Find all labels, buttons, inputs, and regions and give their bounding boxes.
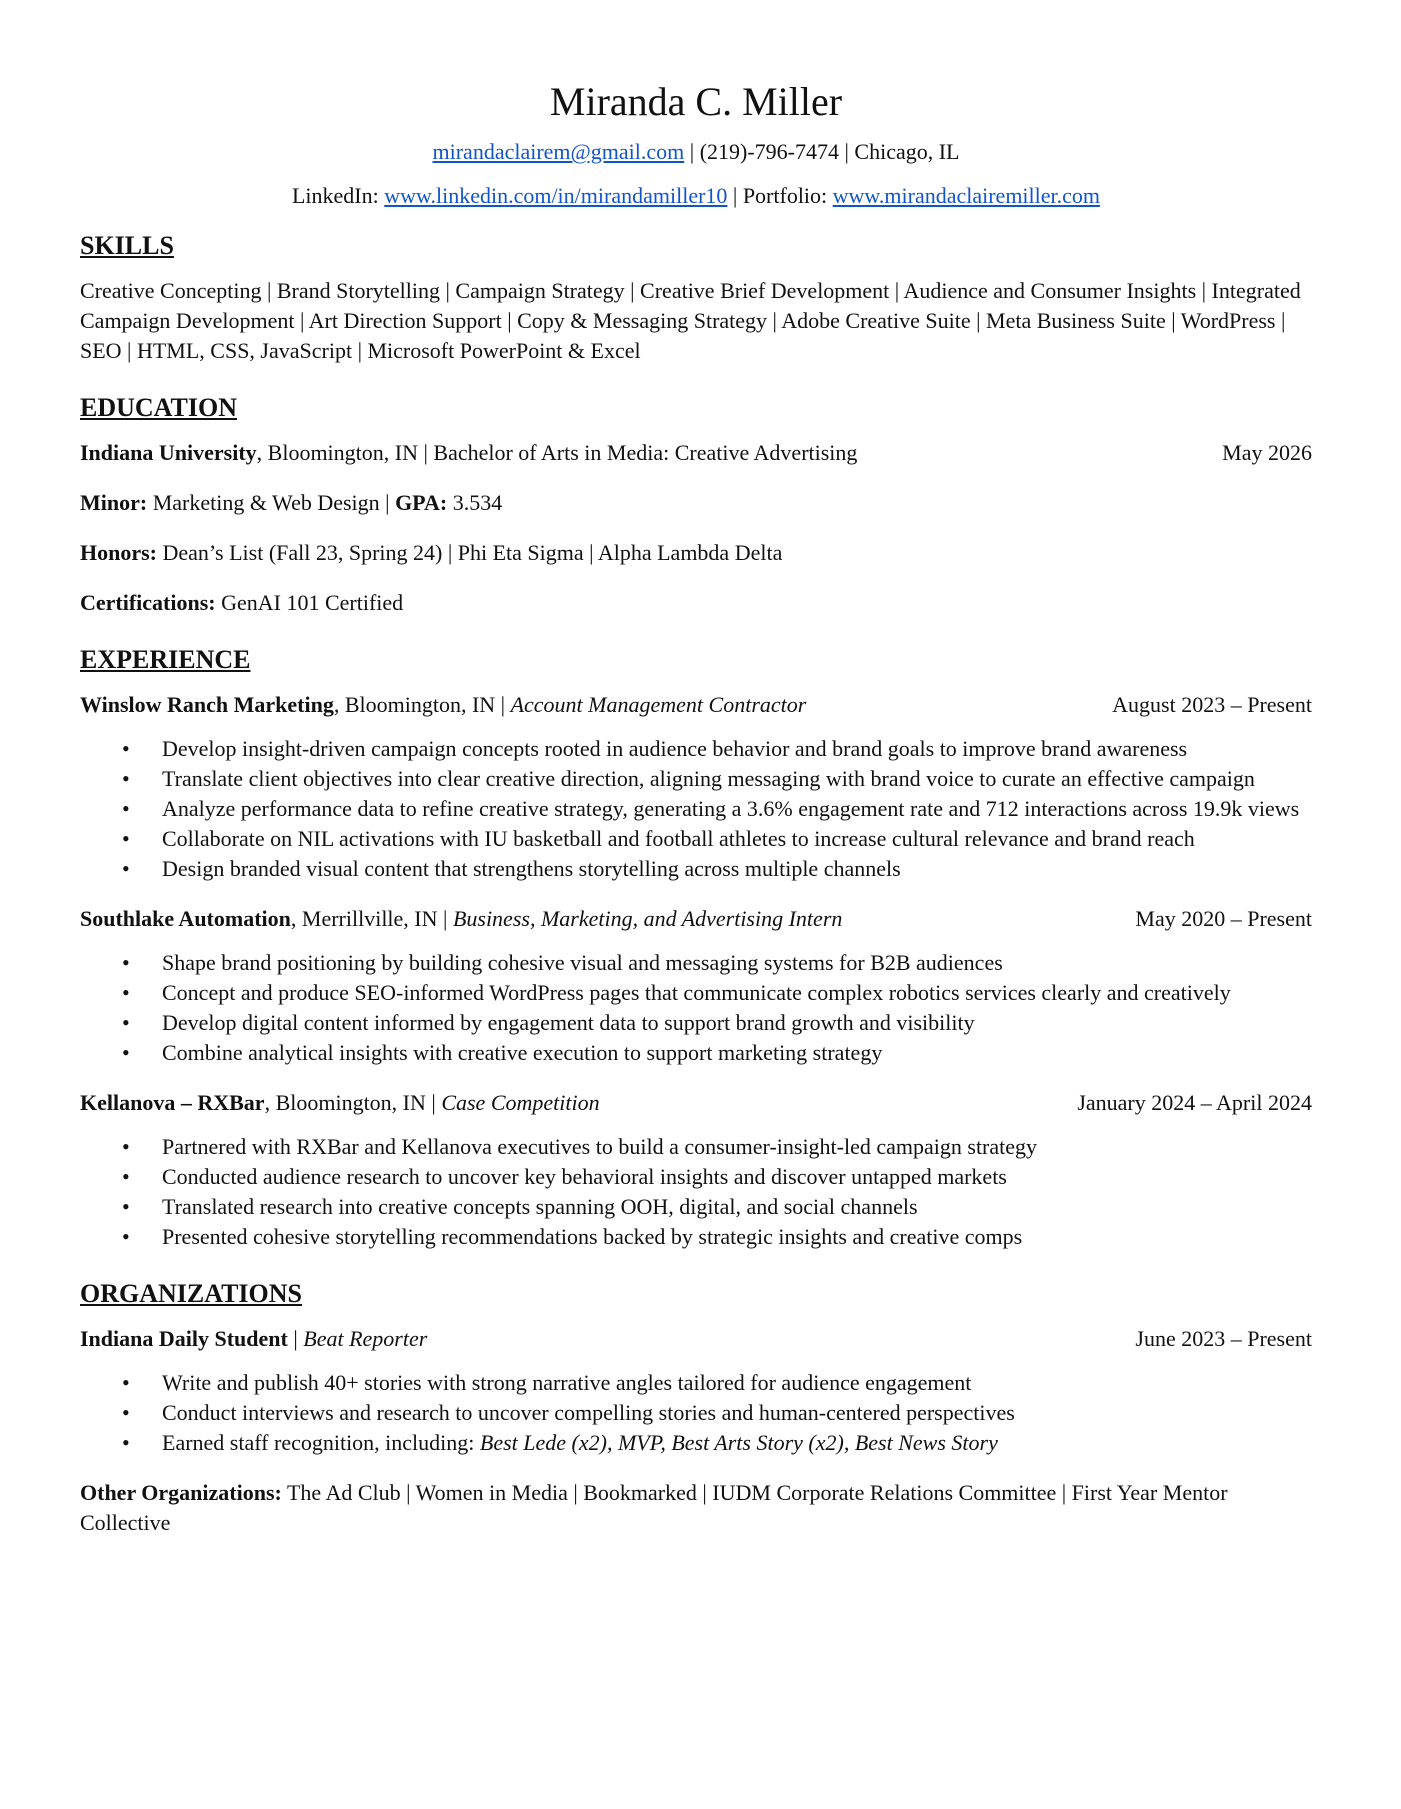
- gpa-value: 3.534: [452, 490, 503, 515]
- job-header: [80, 904, 1312, 934]
- job-location: , Bloomington, IN |: [264, 1090, 442, 1115]
- list-item: • Collaborate on NIL activations with IU basketball and football athletes to increase cultural relevance and brand reach: [80, 824, 1312, 854]
- certifications-value: GenAI 101 Certified: [221, 590, 404, 615]
- bullet-icon: •: [122, 796, 130, 821]
- education-heading: EDUCATION: [80, 393, 237, 422]
- job-role: Account Management Contractor: [510, 692, 807, 717]
- bullet-icon: •: [122, 950, 130, 975]
- job-header: [80, 1088, 1312, 1118]
- bullet-icon: •: [122, 1164, 130, 1189]
- bullet-icon: •: [122, 1040, 130, 1065]
- bullet-icon: •: [122, 1134, 130, 1159]
- separator: |: [689, 139, 695, 164]
- list-item: • Shape brand positioning by building cohesive visual and messaging systems for B2B audiences: [80, 948, 1312, 978]
- bullet-icon: •: [122, 1224, 130, 1249]
- minor-label: Minor:: [80, 490, 148, 515]
- organizations-heading: ORGANIZATIONS: [80, 1279, 303, 1308]
- phone-number: (219)-796-7474: [699, 139, 839, 164]
- organization-bullets: [80, 1368, 1312, 1458]
- list-item: • Translated research into creative concepts spanning OOH, digital, and social channels: [80, 1192, 1312, 1222]
- contact-line-2: [80, 182, 1312, 210]
- education-date: May 2026: [1222, 440, 1312, 465]
- job-bullets: [80, 734, 1312, 884]
- honors-line: [80, 538, 1312, 568]
- job-org: Southlake Automation: [80, 906, 291, 931]
- education-row: [80, 438, 1312, 468]
- location: Chicago, IL: [854, 139, 960, 164]
- honors-value: Dean’s List (Fall 23, Spring 24) | Phi Eta Sigma | Alpha Lambda Delta: [162, 540, 783, 565]
- organization-name: Indiana Daily Student: [80, 1326, 288, 1351]
- list-item: • Conducted audience research to uncover key behavioral insights and discover untapped markets: [80, 1162, 1312, 1192]
- job-header: [80, 690, 1312, 720]
- bullet-icon: •: [122, 1400, 130, 1425]
- job-role: Business, Marketing, and Advertising Intern: [452, 906, 843, 931]
- job-bullets: [80, 1132, 1312, 1252]
- recognition-items: Best Lede (x2), MVP, Best Arts Story (x2), Best News Story: [479, 1430, 998, 1455]
- list-item: • Design branded visual content that strengthens storytelling across multiple channels: [80, 854, 1312, 884]
- candidate-name: Miranda C. Miller: [549, 79, 843, 124]
- job-bullets: [80, 948, 1312, 1068]
- skills-text: Creative Concepting | Brand Storytelling | Campaign Strategy | Creative Brief Development | Audience and Consumer Insights | Integrated Campaign Development | Art Direction Support | Copy & Messaging Strategy | Adobe Creative Suite | Meta Business Suite | WordPress | SEO | HTML, CSS, JavaScript | Microsoft PowerPoint & Excel: [80, 278, 1301, 363]
- contact-line-1: [80, 138, 1312, 166]
- bullet-icon: •: [122, 766, 130, 791]
- certifications-line: [80, 588, 1312, 618]
- separator: |: [844, 139, 849, 164]
- bullet-icon: •: [122, 826, 130, 851]
- job-location: , Merrillville, IN |: [290, 906, 453, 931]
- list-item: • Conduct interviews and research to uncover compelling stories and human-centered perspectives: [80, 1398, 1312, 1428]
- organization-header: [80, 1324, 1312, 1354]
- list-item: • Develop insight-driven campaign concepts rooted in audience behavior and brand goals to improve brand awareness: [80, 734, 1312, 764]
- minor-gpa-line: [80, 488, 1312, 518]
- list-item: • Analyze performance data to refine creative strategy, generating a 3.6% engagement rate and 712 interactions across 19.9k views: [80, 794, 1312, 824]
- organization-role: Beat Reporter: [303, 1326, 428, 1351]
- bullet-icon: •: [122, 1194, 130, 1219]
- degree-info: , Bloomington, IN | Bachelor of Arts in Media: Creative Advertising: [256, 440, 858, 465]
- job-org: Winslow Ranch Marketing: [80, 692, 334, 717]
- separator: |: [287, 1326, 304, 1351]
- list-item: • Write and publish 40+ stories with strong narrative angles tailored for audience engagement: [80, 1368, 1312, 1398]
- bullet-icon: •: [122, 980, 130, 1005]
- linkedin-label: LinkedIn:: [291, 183, 379, 208]
- list-item: • Translate client objectives into clear creative direction, aligning messaging with brand voice to curate an effective campaign: [80, 764, 1312, 794]
- other-organizations-value: The Ad Club | Women in Media | Bookmarked | IUDM Corporate Relations Committee | First Year Mentor Collective: [80, 1480, 1228, 1535]
- list-item: • Earned staff recognition, including: Best Lede (x2), MVP, Best Arts Story (x2), Best News Story: [80, 1428, 1312, 1458]
- other-organizations-line: [80, 1478, 1312, 1538]
- list-item: • Develop digital content informed by engagement data to support brand growth and visibility: [80, 1008, 1312, 1038]
- other-organizations-label: Other Organizations:: [80, 1480, 282, 1505]
- separator: |: [732, 183, 738, 208]
- job-org: Kellanova – RXBar: [80, 1090, 265, 1115]
- minor-value: Marketing & Web Design |: [152, 490, 390, 515]
- school-name: Indiana University: [80, 440, 257, 465]
- experience-heading: EXPERIENCE: [80, 645, 251, 674]
- honors-label: Honors:: [80, 540, 157, 565]
- organization-date: June 2023 – Present: [1135, 1326, 1312, 1351]
- list-item: • Presented cohesive storytelling recommendations backed by strategic insights and creative comps: [80, 1222, 1312, 1252]
- job-date: January 2024 – April 2024: [1077, 1090, 1312, 1115]
- skills-heading: SKILLS: [80, 231, 174, 260]
- list-item: • Concept and produce SEO-informed WordPress pages that communicate complex robotics services clearly and creatively: [80, 978, 1312, 1008]
- list-item: • Combine analytical insights with creative execution to support marketing strategy: [80, 1038, 1312, 1068]
- bullet-icon: •: [122, 1370, 130, 1395]
- job-location: , Bloomington, IN |: [333, 692, 511, 717]
- email-link[interactable]: mirandaclairem@gmail.com: [432, 139, 685, 164]
- bullet-icon: •: [122, 736, 130, 761]
- job-role: Case Competition: [441, 1090, 600, 1115]
- portfolio-label: Portfolio:: [742, 183, 828, 208]
- bullet-icon: •: [122, 1010, 130, 1035]
- bullet-icon: •: [122, 856, 130, 881]
- resume-page: [80, 78, 1312, 1558]
- linkedin-link[interactable]: www.linkedin.com/in/mirandamiller10: [384, 183, 728, 208]
- gpa-label: GPA:: [395, 490, 448, 515]
- bullet-icon: •: [122, 1430, 130, 1455]
- certifications-label: Certifications:: [80, 590, 216, 615]
- list-item: • Partnered with RXBar and Kellanova executives to build a consumer-insight-led campaign strategy: [80, 1132, 1312, 1162]
- job-date: August 2023 – Present: [1112, 692, 1312, 717]
- portfolio-link[interactable]: www.mirandaclairemiller.com: [832, 183, 1101, 208]
- job-date: May 2020 – Present: [1135, 906, 1312, 931]
